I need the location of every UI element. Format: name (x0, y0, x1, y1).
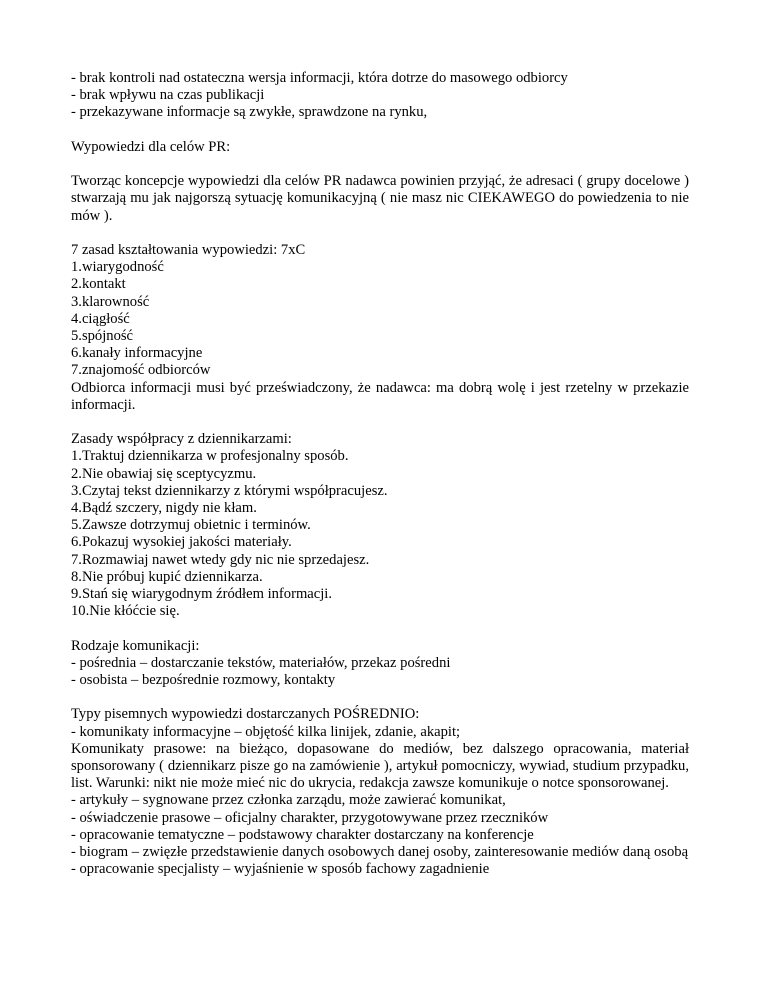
types-item: - oświadczenie prasowe – oficjalny charakter, przygotowywane przez rzeczników (71, 809, 549, 826)
spacer (71, 689, 689, 706)
intro-bullet: - brak kontroli nad ostateczna wersja informacji, która dotrze do masowego odbiorcy (71, 70, 568, 86)
journalists-item: 6.Pokazuj wysokiej jakości materiały. (71, 534, 292, 551)
journalists-heading: Zasady współpracy z dziennikarzami: (71, 431, 292, 448)
journalists-item: 7.Rozmawiaj nawet wtedy gdy nic nie sprzedajesz. (71, 551, 370, 568)
types-item: - opracowanie specjalisty – wyjaśnienie w sposób fachowy zagadnienie (71, 861, 490, 878)
journalists-item: 1.Traktuj dziennikarza w profesjonalny sposób. (71, 448, 349, 465)
spacer (71, 122, 689, 139)
comm-item: - osobista – bezpośrednie rozmowy, kontakty (71, 672, 336, 689)
rules-list (71, 259, 689, 379)
rules-item: 6.kanały informacyjne (71, 345, 203, 362)
rules-note: Odbiorca informacji musi być przeświadczony, że nadawca: ma dobrą wolę i jest rzetelny w przekazie informacji. (71, 379, 689, 413)
types-press-paragraph: Komunikaty prasowe: na bieżąco, dopasowane do mediów, bez dalszego opracowania, materiał sponsorowany ( dziennikarz pisze go na zamówienie ), artykuł pomocniczy, wywiad, studium przypadku, list. Warunki: nikt nie może mieć nic do ukrycia, redakcja zawsze komunikuje o notce sponsorowanej. (71, 740, 689, 792)
pr-heading: Wypowiedzi dla celów PR: (71, 138, 231, 155)
types-item: - artykuły – sygnowane przez członka zarządu, może zawierać komunikat, (71, 792, 506, 809)
spacer (71, 225, 689, 242)
journalists-item: 5.Zawsze dotrzymuj obietnic i terminów. (71, 517, 311, 534)
document-page (71, 70, 689, 878)
spacer (71, 156, 689, 173)
rules-item: 7.znajomość odbiorców (71, 362, 211, 379)
rules-item: 1.wiarygodność (71, 259, 164, 276)
spacer (71, 414, 689, 431)
rules-heading: 7 zasad kształtowania wypowiedzi: 7xC (71, 241, 306, 258)
types-item: - opracowanie tematyczne – podstawowy charakter dostarczany na konferencje (71, 826, 534, 843)
comm-list (71, 655, 689, 689)
journalists-item: 2.Nie obawiaj się sceptycyzmu. (71, 465, 257, 482)
types-heading: Typy pisemnych wypowiedzi dostarczanych POŚREDNIO: (71, 706, 420, 723)
intro-bullet: - przekazywane informacje są zwykłe, sprawdzone na rynku, (71, 104, 428, 121)
journalists-item: 9.Stań się wiarygodnym źródłem informacji. (71, 586, 333, 603)
intro-bullet-list (71, 70, 689, 122)
rules-item: 3.klarowność (71, 293, 150, 310)
types-item: - komunikaty informacyjne – objętość kilka linijek, zdanie, akapit; (71, 723, 461, 740)
journalists-item: 8.Nie próbuj kupić dziennikarza. (71, 568, 263, 585)
rules-item: 5.spójność (71, 328, 134, 344)
types-biogram: - biogram – zwięzłe przedstawienie danych osobowych danej osoby, zainteresowanie mediów daną osobą (71, 844, 689, 861)
pr-paragraph: Tworząc koncepcje wypowiedzi dla celów PR nadawca powinien przyjąć, że adresaci ( grupy docelowe ) stwarzają mu jak najgorszą sytuację komunikacyjną ( nie masz nic CIEKAWEGO do powiedzenia to nie mów ). (71, 173, 689, 224)
intro-bullet: - brak wpływu na czas publikacji (71, 87, 265, 104)
journalists-item: 10.Nie kłóćcie się. (71, 603, 180, 620)
rules-item: 2.kontakt (71, 276, 126, 293)
comm-heading: Rodzaje komunikacji: (71, 637, 200, 654)
rules-item: 4.ciągłość (71, 310, 130, 327)
comm-item: - pośrednia – dostarczanie tekstów, materiałów, przekaz pośredni (71, 654, 451, 671)
journalists-list (71, 448, 689, 620)
journalists-item: 4.Bądź szczery, nigdy nie kłam. (71, 500, 257, 517)
journalists-item: 3.Czytaj tekst dziennikarzy z którymi współpracujesz. (71, 482, 388, 499)
spacer (71, 620, 689, 637)
